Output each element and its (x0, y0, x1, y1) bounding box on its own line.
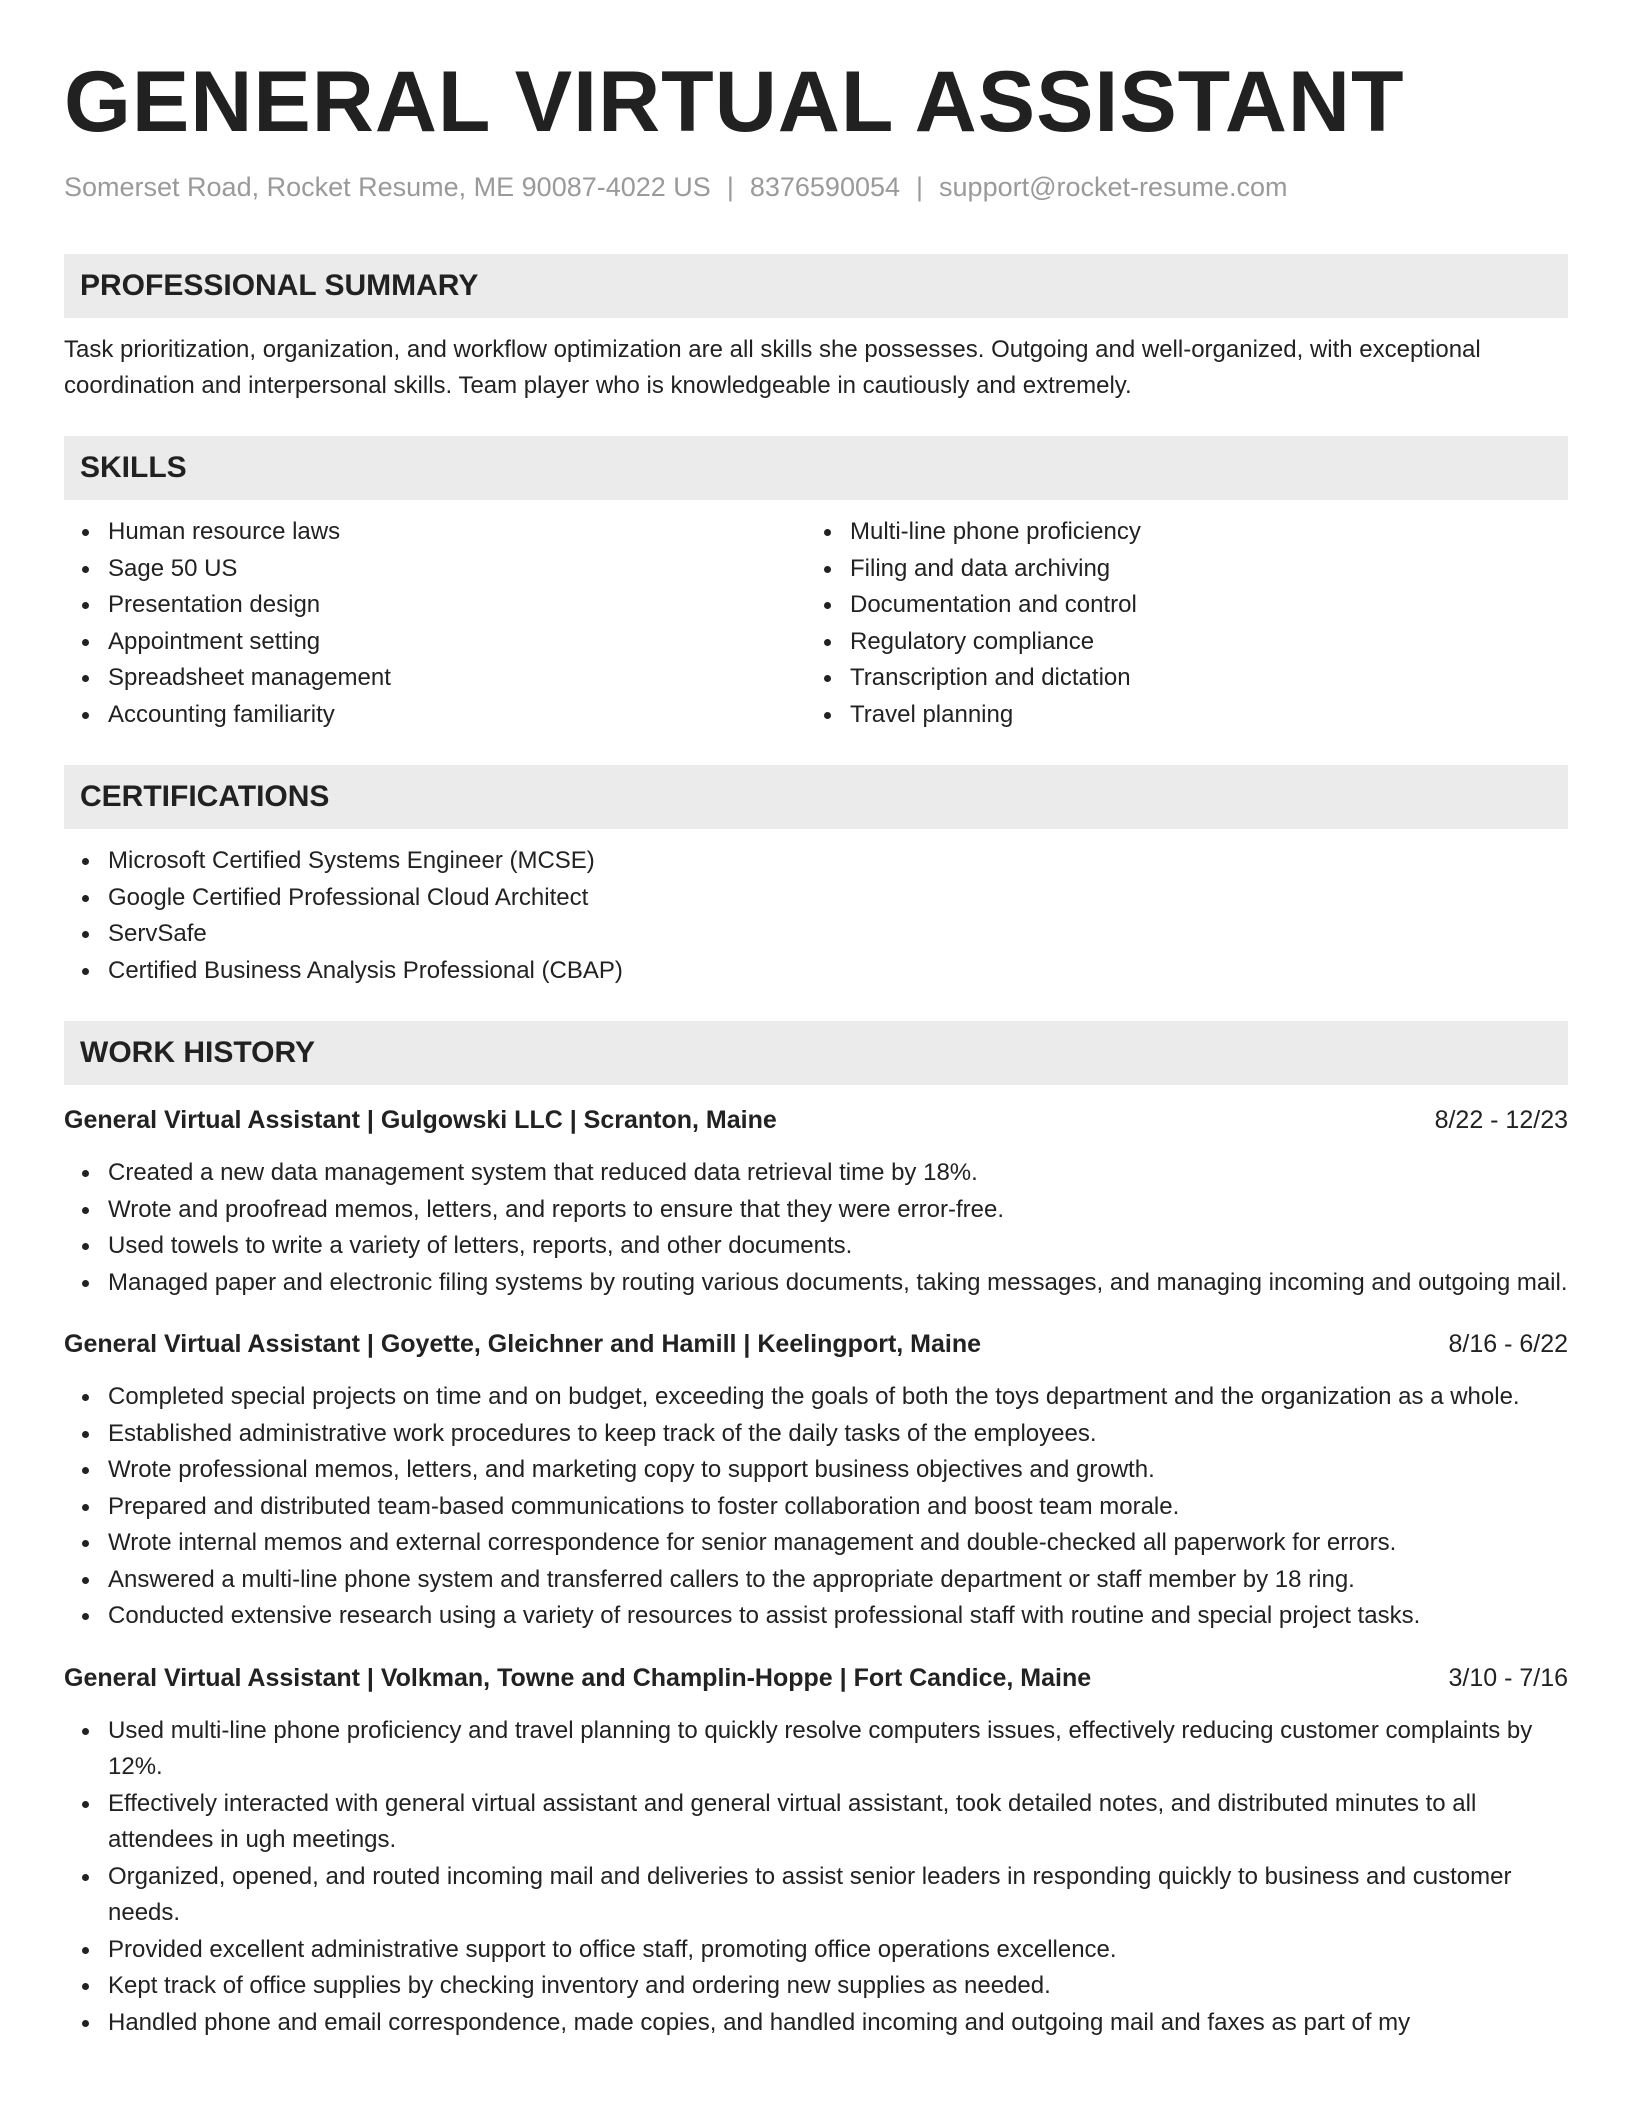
job-bullet: Wrote internal memos and external correspondence for senior management and double-checked all paperwork for errors. (108, 1525, 1568, 1562)
job-bullet: Provided excellent administrative support to office staff, promoting office operations excellence. (108, 1932, 1568, 1969)
skill-item: Transcription and dictation (850, 660, 1548, 697)
certification-item: ServSafe (108, 916, 1568, 953)
resume-title: GENERAL VIRTUAL ASSISTANT (64, 54, 1405, 150)
certifications-heading: CERTIFICATIONS (64, 765, 1568, 829)
skill-item: Filing and data archiving (850, 551, 1548, 588)
job-title: General Virtual Assistant | Goyette, Gleichner and Hamill | Keelingport, Maine (64, 1330, 982, 1358)
summary-text: Task prioritization, organization, and workflow optimization are all skills she possesses. Outgoing and well-organized, with exceptional coordination and interpersonal skills. Team player who is knowledgeable in cautiously and extremely. (64, 336, 1481, 399)
contact-email: support@rocket-resume.com (939, 172, 1288, 202)
job-bullets (64, 1379, 1568, 1635)
job-bullet: Prepared and distributed team-based communications to foster collaboration and boost team morale. (108, 1489, 1568, 1526)
skill-item: Human resource laws (108, 514, 806, 551)
job-dates: 8/22 - 12/23 (1434, 1106, 1568, 1134)
job-bullets (64, 1713, 1568, 2042)
job-bullet: Wrote and proofread memos, letters, and reports to ensure that they were error-free. (108, 1192, 1568, 1229)
contact-line (64, 170, 1568, 204)
skills-section (64, 436, 1568, 733)
certification-item: Google Certified Professional Cloud Architect (108, 880, 1568, 917)
job-bullet: Conducted extensive research using a variety of resources to assist professional staff with routine and special project tasks. (108, 1598, 1568, 1635)
job-bullet: Handled phone and email correspondence, made copies, and handled incoming and outgoing mail and faxes as part of my (108, 2005, 1568, 2042)
job-title: General Virtual Assistant | Gulgowski LLC | Scranton, Maine (64, 1106, 777, 1134)
job-bullet: Established administrative work procedures to keep track of the daily tasks of the employees. (108, 1416, 1568, 1453)
contact-phone: 8376590054 (749, 172, 901, 202)
skill-item: Documentation and control (850, 587, 1548, 624)
contact-separator: | (916, 172, 924, 202)
skill-item: Multi-line phone proficiency (850, 514, 1548, 551)
job-entry (64, 1661, 1568, 2042)
skills-list-left (64, 514, 806, 733)
job-bullet: Organized, opened, and routed incoming mail and deliveries to assist senior leaders in responding quickly to business and customer needs. (108, 1859, 1568, 1932)
skill-item: Spreadsheet management (108, 660, 806, 697)
job-header (64, 1327, 1568, 1361)
job-bullet: Created a new data management system that reduced data retrieval time by 18%. (108, 1155, 1568, 1192)
work-history-section (64, 1021, 1568, 2041)
skill-item: Accounting familiarity (108, 697, 806, 734)
summary-heading: PROFESSIONAL SUMMARY (64, 254, 1568, 318)
certifications-list (64, 843, 1568, 989)
job-bullet: Completed special projects on time and on budget, exceeding the goals of both the toys department and the organization as a whole. (108, 1379, 1568, 1416)
job-bullet: Used multi-line phone proficiency and travel planning to quickly resolve computers issues, effectively reducing customer complaints by 12%. (108, 1713, 1568, 1786)
job-dates: 8/16 - 6/22 (1448, 1330, 1568, 1358)
certifications-section (64, 765, 1568, 989)
job-title: General Virtual Assistant | Volkman, Towne and Champlin-Hoppe | Fort Candice, Maine (64, 1663, 1092, 1692)
job-bullet: Managed paper and electronic filing systems by routing various documents, taking messages, and managing incoming and outgoing mail. (108, 1265, 1568, 1302)
job-bullet: Kept track of office supplies by checking inventory and ordering new supplies as needed. (108, 1968, 1568, 2005)
contact-address: Somerset Road, Rocket Resume, ME 90087-4022 US (64, 172, 711, 202)
job-header (64, 1103, 1568, 1137)
job-bullet: Used towels to write a variety of letters, reports, and other documents. (108, 1228, 1568, 1265)
skills-heading: SKILLS (64, 436, 1568, 500)
job-bullets (64, 1155, 1568, 1301)
summary-section (64, 254, 1568, 404)
certification-item: Certified Business Analysis Professional (CBAP) (108, 953, 1568, 990)
job-bullet: Wrote professional memos, letters, and marketing copy to support business objectives and growth. (108, 1452, 1568, 1489)
skill-item: Sage 50 US (108, 551, 806, 588)
job-bullet: Effectively interacted with general virtual assistant and general virtual assistant, took detailed notes, and distributed minutes to all attendees in ugh meetings. (108, 1786, 1568, 1859)
contact-separator: | (726, 172, 734, 202)
job-entry (64, 1103, 1568, 1301)
skills-grid (64, 514, 1568, 733)
work-history-heading: WORK HISTORY (64, 1021, 1568, 1085)
skill-item: Presentation design (108, 587, 806, 624)
job-entry (64, 1327, 1568, 1635)
skill-item: Appointment setting (108, 624, 806, 661)
skills-list-right (806, 514, 1548, 733)
skill-item: Regulatory compliance (850, 624, 1548, 661)
job-bullet: Answered a multi-line phone system and transferred callers to the appropriate department or staff member by 18 ring. (108, 1562, 1568, 1599)
job-header (64, 1661, 1568, 1695)
job-dates: 3/10 - 7/16 (1448, 1663, 1568, 1692)
skill-item: Travel planning (850, 697, 1548, 734)
certification-item: Microsoft Certified Systems Engineer (MCSE) (108, 843, 1568, 880)
